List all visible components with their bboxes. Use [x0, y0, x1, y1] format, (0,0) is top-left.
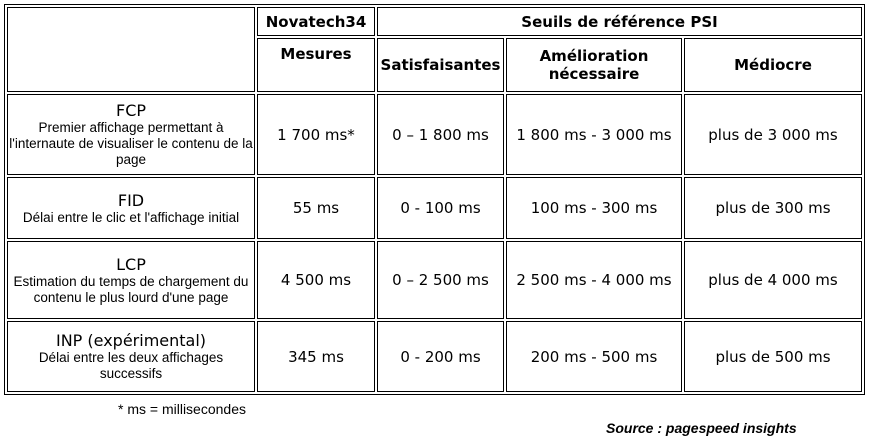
- psi-thresholds-table: [4, 4, 865, 395]
- measure-value: 345 ms: [257, 321, 375, 392]
- measure-value: 55 ms: [257, 177, 375, 239]
- metric-cell: [7, 321, 255, 392]
- metric-name: FID: [117, 190, 145, 210]
- measures-header: Mesures: [257, 38, 375, 92]
- metric-description: Premier affichage permettant à l'internaute de visualiser le contenu de la page: [9, 120, 253, 167]
- source-credit: Source : pagespeed insights: [606, 420, 797, 436]
- good-header: Satisfaisantes: [377, 38, 504, 92]
- metric-description: Estimation du temps de chargement du contenu le plus lourd d'une page: [13, 273, 249, 305]
- good-threshold: 0 - 200 ms: [377, 321, 504, 392]
- good-threshold: 0 – 2 500 ms: [377, 241, 504, 319]
- poor-threshold: plus de 300 ms: [684, 177, 862, 239]
- needs-improvement-threshold: 2 500 ms - 4 000 ms: [506, 241, 682, 319]
- poor-threshold: plus de 500 ms: [684, 321, 862, 392]
- good-threshold: 0 - 100 ms: [377, 177, 504, 239]
- good-threshold: 0 – 1 800 ms: [377, 94, 504, 175]
- needs-improvement-threshold: 1 800 ms - 3 000 ms: [506, 94, 682, 175]
- needs-improvement-header: Amélioration nécessaire: [506, 38, 682, 92]
- site-header: Novatech34: [257, 7, 375, 36]
- poor-header: Médiocre: [684, 38, 862, 92]
- table-row: [7, 94, 862, 175]
- reference-header: Seuils de référence PSI: [377, 7, 862, 36]
- metric-name: FCP: [115, 101, 147, 120]
- table-row: [7, 177, 862, 239]
- needs-improvement-threshold: 200 ms - 500 ms: [506, 321, 682, 392]
- metric-cell: [7, 177, 255, 239]
- metric-cell: [7, 94, 255, 175]
- measure-value: 1 700 ms*: [257, 94, 375, 175]
- metric-description: Délai entre le clic et l'affichage initial: [22, 209, 240, 225]
- table-row: [7, 241, 862, 319]
- metric-name: INP (expérimental): [55, 331, 207, 350]
- poor-threshold: plus de 3 000 ms: [684, 94, 862, 175]
- needs-improvement-threshold: 100 ms - 300 ms: [506, 177, 682, 239]
- empty-corner-cell: [7, 7, 255, 92]
- metric-cell: [7, 241, 255, 319]
- metric-name: LCP: [116, 254, 146, 274]
- measure-value: 4 500 ms: [257, 241, 375, 319]
- table-row: [7, 321, 862, 392]
- footnote: * ms = millisecondes: [118, 401, 246, 417]
- poor-threshold: plus de 4 000 ms: [684, 241, 862, 319]
- metric-description: Délai entre les deux affichages successifs: [38, 350, 224, 381]
